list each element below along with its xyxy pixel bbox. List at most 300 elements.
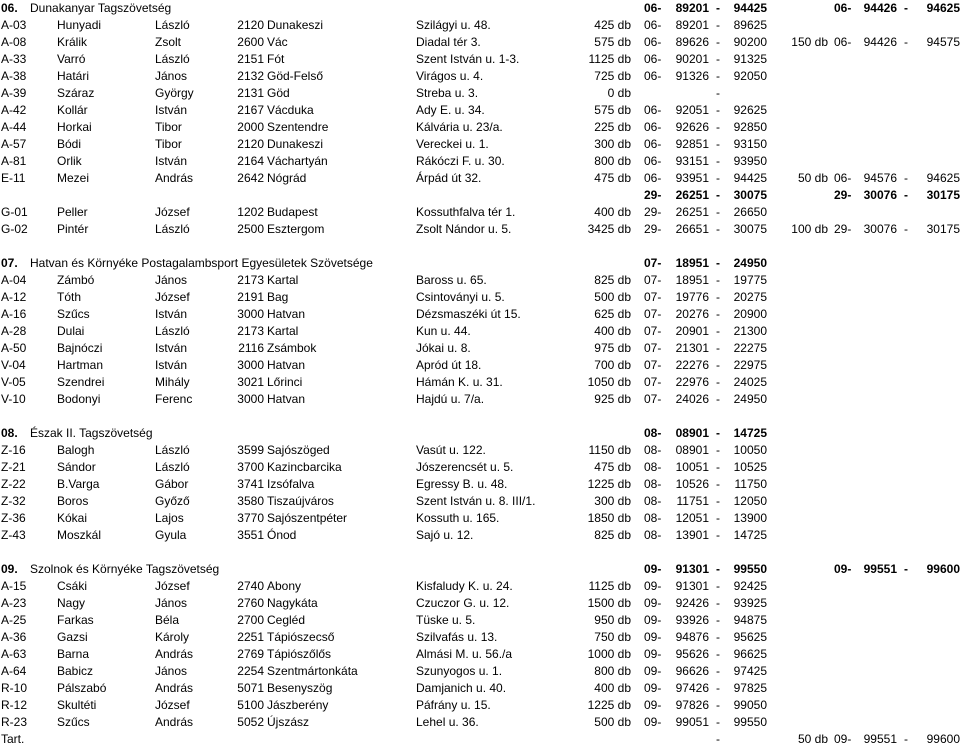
range-dash: - xyxy=(716,273,720,287)
range-start: 20276 xyxy=(675,307,709,321)
range-dash: - xyxy=(716,698,720,712)
member-row xyxy=(0,153,960,170)
section-range-start: 18951 xyxy=(675,256,709,270)
member-code: A-38 xyxy=(1,69,27,83)
postal-code: 3700 xyxy=(237,460,264,474)
member-code: A-64 xyxy=(1,664,27,678)
range-end: 97825 xyxy=(733,681,767,695)
member-code: R-12 xyxy=(1,698,28,712)
postal-code: 2740 xyxy=(237,579,264,593)
range-start: 92626 xyxy=(675,120,709,134)
range-end: 92850 xyxy=(733,120,767,134)
postal-code: 5071 xyxy=(237,681,264,695)
range-prefix: 06- xyxy=(644,120,662,134)
range-prefix: 07- xyxy=(644,273,662,287)
range-dash: - xyxy=(716,86,720,100)
range-start: 24026 xyxy=(675,392,709,406)
range-end: 93150 xyxy=(733,137,767,151)
member-code: Z-16 xyxy=(1,443,26,457)
range-prefix: 07- xyxy=(644,307,662,321)
range-end: 30075 xyxy=(733,188,767,202)
city: Budapest xyxy=(267,205,318,219)
range-end: 10525 xyxy=(733,460,767,474)
range-end: 91325 xyxy=(733,52,767,66)
range-prefix: 07- xyxy=(644,358,662,372)
street-address: Kossuth u. 165. xyxy=(416,511,500,525)
range-end: 99050 xyxy=(733,698,767,712)
range-end: 22275 xyxy=(733,341,767,355)
range-dash: - xyxy=(716,358,720,372)
section-range-prefix: 06- xyxy=(644,1,662,15)
member-code: Z-21 xyxy=(1,460,26,474)
postal-code: 2173 xyxy=(237,324,264,338)
city: Vácduka xyxy=(267,103,314,117)
city: Jászberény xyxy=(267,698,329,712)
extra-range-start: 94576 xyxy=(863,171,897,185)
range-prefix: 07- xyxy=(644,324,662,338)
extra-range-dash: - xyxy=(904,188,908,202)
ring-count: 725 db xyxy=(594,69,631,83)
member-row xyxy=(0,459,960,476)
last-name: Skultéti xyxy=(57,698,97,712)
member-code: A-03 xyxy=(1,18,27,32)
postal-code: 2642 xyxy=(237,171,264,185)
last-name: Moszkál xyxy=(57,528,102,542)
extra-range-end: 30175 xyxy=(926,188,960,202)
first-name: József xyxy=(155,698,190,712)
last-name: Barna xyxy=(57,647,90,661)
range-start: 91326 xyxy=(675,69,709,83)
range-end: 92425 xyxy=(733,579,767,593)
street-address: Hámán K. u. 31. xyxy=(416,375,503,389)
range-start: 99051 xyxy=(675,715,709,729)
street-address: Szent István u. 8. III/1. xyxy=(416,494,536,508)
range-dash: - xyxy=(716,579,720,593)
range-dash: - xyxy=(716,171,720,185)
member-row xyxy=(0,17,960,34)
range-dash: - xyxy=(716,494,720,508)
range-dash: - xyxy=(716,732,720,746)
range-prefix: 29- xyxy=(644,222,662,236)
range-prefix: 09- xyxy=(644,596,662,610)
member-code: A-25 xyxy=(1,613,27,627)
range-end: 24950 xyxy=(733,392,767,406)
street-address: Egressy B. u. 48. xyxy=(416,477,508,491)
member-row xyxy=(0,629,960,646)
street-address: Vereckei u. 1. xyxy=(416,137,489,151)
street-address: Árpád út 32. xyxy=(416,171,482,185)
range-prefix: 06- xyxy=(644,103,662,117)
member-row xyxy=(0,391,960,408)
range-prefix: 08- xyxy=(644,477,662,491)
first-name: Győző xyxy=(155,494,190,508)
range-start: 97426 xyxy=(675,681,709,695)
member-code: V-10 xyxy=(1,392,26,406)
range-dash: - xyxy=(716,103,720,117)
city: Fót xyxy=(267,52,285,66)
range-prefix: 08- xyxy=(644,443,662,457)
first-name: István xyxy=(155,341,188,355)
member-code: A-36 xyxy=(1,630,27,644)
first-name: András xyxy=(155,681,194,695)
member-row xyxy=(0,442,960,459)
member-code: A-39 xyxy=(1,86,27,100)
ring-count: 425 db xyxy=(594,18,631,32)
postal-code: 2164 xyxy=(237,154,264,168)
first-name: István xyxy=(155,358,188,372)
postal-code: 2600 xyxy=(237,35,264,49)
section-header xyxy=(0,255,960,272)
member-row xyxy=(0,493,960,510)
range-end: 94875 xyxy=(733,613,767,627)
last-name: Horkai xyxy=(57,120,92,134)
extra-range-end: 94625 xyxy=(926,171,960,185)
member-code: Z-22 xyxy=(1,477,26,491)
last-name: Peller xyxy=(57,205,88,219)
range-prefix: 08- xyxy=(644,494,662,508)
first-name: Tibor xyxy=(155,137,182,151)
range-prefix: 09- xyxy=(644,715,662,729)
street-address: Kossuthfalva tér 1. xyxy=(416,205,516,219)
street-address: Jószerencsét u. 5. xyxy=(416,460,514,474)
last-name: Bodonyi xyxy=(57,392,101,406)
ring-count: 0 db xyxy=(607,86,631,100)
range-start: 93926 xyxy=(675,613,709,627)
range-dash: - xyxy=(716,205,720,219)
postal-code: 3741 xyxy=(237,477,264,491)
member-row xyxy=(0,85,960,102)
ring-count: 575 db xyxy=(594,35,631,49)
range-dash: - xyxy=(716,52,720,66)
city: Göd-Felső xyxy=(267,69,324,83)
postal-code: 1202 xyxy=(237,205,264,219)
range-start: 93951 xyxy=(675,171,709,185)
range-prefix: 09- xyxy=(644,698,662,712)
first-name: Ferenc xyxy=(155,392,193,406)
range-end: 20275 xyxy=(733,290,767,304)
range-prefix: 08- xyxy=(644,460,662,474)
city: Hatvan xyxy=(267,392,306,406)
last-name: Gazsi xyxy=(57,630,88,644)
range-end: 19775 xyxy=(733,273,767,287)
range-start: 26651 xyxy=(675,222,709,236)
range-end: 97425 xyxy=(733,664,767,678)
range-prefix: 06- xyxy=(644,18,662,32)
postal-code: 3580 xyxy=(237,494,264,508)
postal-code: 3000 xyxy=(237,307,264,321)
street-address: Kun u. 44. xyxy=(416,324,471,338)
extra-ring-count: 150 db xyxy=(791,35,828,49)
ring-count: 300 db xyxy=(594,137,631,151)
city: Zsámbok xyxy=(267,341,317,355)
member-row xyxy=(0,595,960,612)
member-code: A-33 xyxy=(1,52,27,66)
city: Esztergom xyxy=(267,222,325,236)
range-start: 90201 xyxy=(675,52,709,66)
range-end: 10050 xyxy=(733,443,767,457)
range-dash: - xyxy=(716,324,720,338)
last-name: Bódi xyxy=(57,137,82,151)
section-header xyxy=(0,0,960,17)
range-dash: - xyxy=(716,137,720,151)
section-number: 08. xyxy=(1,426,18,440)
ring-count: 700 db xyxy=(594,358,631,372)
last-name: Hartman xyxy=(57,358,104,372)
postal-code: 2251 xyxy=(237,630,264,644)
range-prefix: 29- xyxy=(644,205,662,219)
range-prefix: 29- xyxy=(644,188,662,202)
member-code: E-11 xyxy=(1,171,26,185)
city: Váchartyán xyxy=(267,154,328,168)
street-address: Csintoványi u. 5. xyxy=(416,290,505,304)
range-start: 12051 xyxy=(675,511,709,525)
last-name: Szendrei xyxy=(57,375,105,389)
member-row xyxy=(0,306,960,323)
city: Göd xyxy=(267,86,290,100)
last-name: Babicz xyxy=(57,664,94,678)
first-name: József xyxy=(155,290,190,304)
range-dash: - xyxy=(716,630,720,644)
range-prefix: 06- xyxy=(644,69,662,83)
postal-code: 2167 xyxy=(237,103,264,117)
section-number: 09. xyxy=(1,562,18,576)
street-address: Szilágyi u. 48. xyxy=(416,18,491,32)
member-row xyxy=(0,272,960,289)
subtotal-row xyxy=(0,187,960,204)
postal-code: 3000 xyxy=(237,358,264,372)
extra-ring-count: 100 db xyxy=(791,222,828,236)
first-name: István xyxy=(155,103,188,117)
range-end: 93925 xyxy=(733,596,767,610)
range-prefix: 09- xyxy=(644,579,662,593)
city: Tiszaújváros xyxy=(267,494,334,508)
last-name: Králik xyxy=(57,35,88,49)
member-row xyxy=(0,374,960,391)
range-start: 11751 xyxy=(676,494,709,508)
city: Szentendre xyxy=(267,120,329,134)
member-row xyxy=(0,612,960,629)
last-name: Boros xyxy=(57,494,89,508)
ring-count: 1050 db xyxy=(587,375,631,389)
street-address: Apród út 18. xyxy=(416,358,482,372)
range-start: 89201 xyxy=(675,18,709,32)
range-end: 92625 xyxy=(733,103,767,117)
range-dash: - xyxy=(716,290,720,304)
section-title: Szolnok és Környéke Tagszövetség xyxy=(30,562,220,576)
range-start: 96626 xyxy=(675,664,709,678)
ring-count: 800 db xyxy=(594,664,631,678)
city: Ónod xyxy=(267,528,297,542)
range-start: 97826 xyxy=(675,698,709,712)
ring-count: 1150 db xyxy=(588,443,631,457)
range-dash: - xyxy=(716,18,720,32)
range-end: 89625 xyxy=(733,18,767,32)
first-name: János xyxy=(155,273,188,287)
range-dash: - xyxy=(716,154,720,168)
postal-code: 2173 xyxy=(237,273,264,287)
extra-range-dash: - xyxy=(904,35,908,49)
postal-code: 2151 xyxy=(237,52,264,66)
extra-range-dash: - xyxy=(904,732,908,746)
ring-count: 500 db xyxy=(594,715,631,729)
postal-code: 2191 xyxy=(237,290,264,304)
last-name: Száraz xyxy=(57,86,95,100)
street-address: Tüske u. 5. xyxy=(416,613,476,627)
range-end: 11750 xyxy=(734,477,767,491)
extra-range-start: 30076 xyxy=(863,188,897,202)
street-address: Almási M. u. 56./a xyxy=(416,647,513,661)
section-title: Észak II. Tagszövetség xyxy=(30,426,153,440)
member-row xyxy=(0,221,960,238)
range-prefix: 06- xyxy=(644,52,662,66)
postal-code: 2500 xyxy=(237,222,264,236)
range-prefix: 06- xyxy=(644,171,662,185)
first-name: László xyxy=(155,52,190,66)
member-row xyxy=(0,102,960,119)
street-address: Rákóczi F. u. 30. xyxy=(416,154,505,168)
city: Tápiószecső xyxy=(267,630,335,644)
range-start: 26251 xyxy=(675,188,709,202)
street-address: Szent István u. 1-3. xyxy=(416,52,520,66)
section-title: Dunakanyar Tagszövetség xyxy=(30,1,172,15)
postal-code: 3599 xyxy=(237,443,264,457)
section-range-dash: - xyxy=(716,426,720,440)
postal-code: 2116 xyxy=(238,341,264,355)
city: Cegléd xyxy=(267,613,306,627)
range-prefix: 06- xyxy=(644,35,662,49)
ring-count: 950 db xyxy=(594,613,631,627)
extra-range-end: 99600 xyxy=(926,732,960,746)
extra-range-start: 94426 xyxy=(863,35,897,49)
range-end: 20900 xyxy=(733,307,767,321)
first-name: Gábor xyxy=(155,477,189,491)
city: Sajószentpéter xyxy=(267,511,348,525)
ring-count: 1225 db xyxy=(587,477,631,491)
ring-count: 3425 db xyxy=(587,222,631,236)
last-name: Pintér xyxy=(57,222,89,236)
member-row xyxy=(0,527,960,544)
city: Hatvan xyxy=(267,358,306,372)
range-end: 90200 xyxy=(733,35,767,49)
ring-count: 300 db xyxy=(594,494,631,508)
range-end: 94425 xyxy=(733,171,767,185)
last-name: Határi xyxy=(57,69,90,83)
section-range-prefix: 07- xyxy=(644,256,662,270)
member-code: A-57 xyxy=(1,137,27,151)
member-row xyxy=(0,34,960,51)
street-address: Kálvária u. 23/a. xyxy=(416,120,503,134)
section-range-start: 91301 xyxy=(675,562,709,576)
range-start: 92426 xyxy=(675,596,709,610)
member-row xyxy=(0,170,960,187)
city: Újszász xyxy=(267,715,310,729)
street-address: Ady E. u. 34. xyxy=(416,103,485,117)
last-name: Mezei xyxy=(57,171,90,185)
city: Izsófalva xyxy=(267,477,315,491)
street-address: Baross u. 65. xyxy=(416,273,487,287)
ring-count: 825 db xyxy=(594,273,631,287)
first-name: László xyxy=(155,324,190,338)
range-dash: - xyxy=(716,664,720,678)
street-address: Hajdú u. 7/a. xyxy=(416,392,485,406)
range-end: 99550 xyxy=(733,715,767,729)
postal-code: 3551 xyxy=(237,528,264,542)
section-range-dash: - xyxy=(716,1,720,15)
last-name: Balogh xyxy=(57,443,95,457)
city: Sajószöged xyxy=(267,443,330,457)
member-code: A-44 xyxy=(1,120,27,134)
member-code: A-81 xyxy=(1,154,27,168)
extra-range-start: 30076 xyxy=(863,222,897,236)
range-prefix: 09- xyxy=(644,630,662,644)
member-code: A-50 xyxy=(1,341,27,355)
range-prefix: 06- xyxy=(644,137,662,151)
range-end: 14725 xyxy=(733,528,767,542)
first-name: István xyxy=(155,154,188,168)
range-start: 18951 xyxy=(675,273,709,287)
range-end: 93950 xyxy=(733,154,767,168)
range-start: 22276 xyxy=(675,358,709,372)
range-start: 91301 xyxy=(675,579,709,593)
range-dash: - xyxy=(716,596,720,610)
last-name: Szűcs xyxy=(57,715,90,729)
last-name: B.Varga xyxy=(57,477,100,491)
range-start: 26251 xyxy=(675,205,709,219)
member-code: A-16 xyxy=(1,307,27,321)
member-code: A-04 xyxy=(1,273,27,287)
range-start: 21301 xyxy=(675,341,709,355)
ring-count: 400 db xyxy=(594,324,631,338)
first-name: József xyxy=(155,205,190,219)
range-dash: - xyxy=(716,647,720,661)
street-address: Czuczor G. u. 12. xyxy=(416,596,510,610)
street-address: Virágos u. 4. xyxy=(416,69,484,83)
range-prefix: 07- xyxy=(644,392,662,406)
range-dash: - xyxy=(716,681,720,695)
ring-count: 475 db xyxy=(594,171,631,185)
range-start: 93151 xyxy=(675,154,709,168)
range-start: 10051 xyxy=(675,460,709,474)
range-prefix: 06- xyxy=(644,154,662,168)
postal-code: 3021 xyxy=(237,375,264,389)
range-end: 30075 xyxy=(733,222,767,236)
range-end: 21300 xyxy=(733,324,767,338)
postal-code: 2000 xyxy=(237,120,264,134)
range-start: 89626 xyxy=(675,35,709,49)
ring-count: 575 db xyxy=(594,103,631,117)
member-code: A-15 xyxy=(1,579,27,593)
city: Kartal xyxy=(267,324,299,338)
ring-count: 400 db xyxy=(594,205,631,219)
section-range-prefix: 09- xyxy=(644,562,662,576)
range-dash: - xyxy=(716,222,720,236)
first-name: László xyxy=(155,443,190,457)
section-range-start: 89201 xyxy=(675,1,709,15)
first-name: György xyxy=(155,86,194,100)
street-address: Jókai u. 8. xyxy=(416,341,471,355)
street-address: Dézsmaszéki út 15. xyxy=(416,307,521,321)
ring-count: 225 db xyxy=(594,120,631,134)
ring-count: 1500 db xyxy=(587,596,631,610)
ring-count: 1125 db xyxy=(588,579,631,593)
last-name: Farkas xyxy=(57,613,94,627)
ring-count: 625 db xyxy=(594,307,631,321)
section-extra-range-start: 99551 xyxy=(863,562,897,576)
first-name: István xyxy=(155,307,188,321)
extra-range-end: 30175 xyxy=(926,222,960,236)
member-row xyxy=(0,357,960,374)
extra-ring-count: 50 db xyxy=(797,732,828,746)
